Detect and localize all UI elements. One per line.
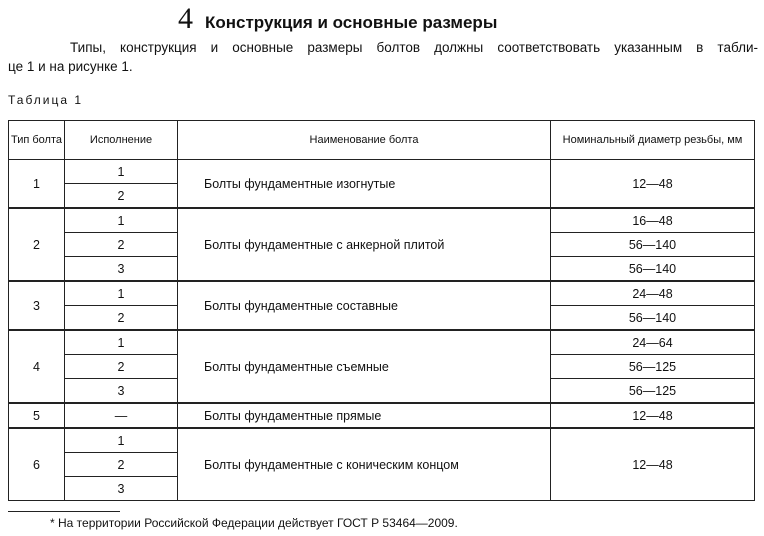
- cell-version: 1: [65, 160, 178, 184]
- cell-version: 1: [65, 428, 178, 453]
- cell-diameter: 56—140: [551, 306, 755, 331]
- cell-type: 6: [9, 428, 65, 501]
- section-heading: [178, 2, 497, 36]
- cell-version: 1: [65, 281, 178, 306]
- cell-name: Болты фундаментные с анкерной плитой: [178, 208, 551, 281]
- header-version: Исполнение: [65, 121, 178, 160]
- cell-version: 3: [65, 477, 178, 501]
- table-row: [9, 403, 755, 428]
- cell-version: 1: [65, 208, 178, 233]
- cell-version: 3: [65, 257, 178, 282]
- cell-name: Болты фундаментные с коническим концом: [178, 428, 551, 501]
- cell-type: 5: [9, 403, 65, 428]
- cell-type: 4: [9, 330, 65, 403]
- table-caption: Таблица 1: [8, 93, 84, 107]
- cell-diameter: 24—64: [551, 330, 755, 355]
- cell-version: 2: [65, 233, 178, 257]
- cell-version: —: [65, 403, 178, 428]
- cell-version: 2: [65, 355, 178, 379]
- cell-name: Болты фундаментные прямые: [178, 403, 551, 428]
- intro-paragraph: [8, 38, 758, 76]
- cell-diameter: 56—140: [551, 257, 755, 282]
- cell-diameter: 56—125: [551, 355, 755, 379]
- table-row: [9, 281, 755, 306]
- cell-diameter: 56—140: [551, 233, 755, 257]
- table-row: [9, 208, 755, 233]
- cell-type: 2: [9, 208, 65, 281]
- cell-type: 1: [9, 160, 65, 209]
- cell-version: 2: [65, 453, 178, 477]
- cell-version: 3: [65, 379, 178, 404]
- cell-diameter: 16—48: [551, 208, 755, 233]
- cell-diameter: 12—48: [551, 160, 755, 209]
- cell-version: 2: [65, 184, 178, 209]
- section-title: Конструкция и основные размеры: [205, 13, 498, 32]
- table-row: [9, 160, 755, 184]
- paragraph-line-2: це 1 и на рисунке 1.: [8, 59, 133, 74]
- cell-version: 2: [65, 306, 178, 331]
- section-number: 4: [178, 2, 193, 35]
- header-diameter: Номинальный диаметр резьбы, мм: [551, 121, 755, 160]
- cell-diameter: 56—125: [551, 379, 755, 404]
- cell-diameter: 24—48: [551, 281, 755, 306]
- table-row: [9, 330, 755, 355]
- header-name: Наименование болта: [178, 121, 551, 160]
- cell-name: Болты фундаментные съемные: [178, 330, 551, 403]
- table-row: [9, 428, 755, 453]
- paragraph-line-1: Типы, конструкция и основные размеры болтов должны соответствовать указанным в табли-: [70, 40, 758, 55]
- cell-diameter: 12—48: [551, 428, 755, 501]
- footnote-divider: [8, 511, 120, 512]
- header-type: Тип болта: [9, 121, 65, 160]
- cell-type: 3: [9, 281, 65, 330]
- cell-diameter: 12—48: [551, 403, 755, 428]
- cell-name: Болты фундаментные составные: [178, 281, 551, 330]
- footnote: * На территории Российской Федерации действует ГОСТ Р 53464—2009.: [50, 516, 458, 530]
- cell-name: Болты фундаментные изогнутые: [178, 160, 551, 209]
- table-body: [9, 160, 755, 501]
- cell-version: 1: [65, 330, 178, 355]
- bolt-table: [8, 120, 755, 501]
